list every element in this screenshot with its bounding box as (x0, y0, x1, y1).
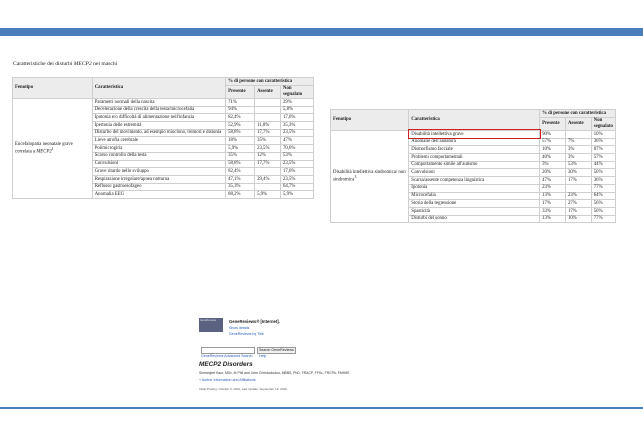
value-assente: 53% (565, 161, 591, 169)
phenotype-cell (331, 130, 409, 222)
value-assente: 35% (255, 137, 281, 145)
feature-name: Dismorfismo facciale (409, 146, 540, 154)
header-presente: Presente (540, 117, 566, 130)
phenotype-cell (13, 98, 93, 198)
value-presente: 18% (226, 137, 255, 145)
plus-icon: + (199, 378, 202, 382)
header-assente: Assente (255, 85, 281, 98)
feature-name: Lieve atrofia cerebrale (92, 137, 225, 145)
value-presente: 10% (540, 146, 566, 154)
value-assente (565, 184, 591, 192)
feature-name: Anomalie dell'andatura (409, 138, 540, 146)
value-assente: 23% (565, 192, 591, 200)
table-disabilita-intellettiva (330, 109, 616, 223)
value-presente: 90% (540, 130, 566, 138)
phenotype-gene: MECP2 (36, 149, 52, 155)
feature-name: Ipertonia delle estremità (92, 122, 225, 130)
value-non-segnalato: 23,5% (281, 129, 314, 137)
feature-name: Convulsioni (92, 160, 225, 168)
authors: Simranjeet Kaur, MSc, M Phil and John Christodoulou, MBBS, PhD, FRACP, FFSc, FRCPA, FAHMS (199, 371, 350, 375)
value-assente (255, 168, 281, 176)
value-non-segnalato: 87% (591, 146, 615, 154)
genereviews-by-title-link[interactable]: GeneReviews by Title (229, 332, 264, 336)
value-non-segnalato: 64% (591, 192, 615, 200)
value-presente: 35,3% (226, 183, 255, 191)
feature-name: Comportamento simile all'autismo (409, 161, 540, 169)
value-assente (255, 98, 281, 106)
value-presente: 3% (540, 161, 566, 169)
table-row (13, 98, 314, 106)
value-presente: 13% (540, 192, 566, 200)
header-presente: Presente (226, 85, 255, 98)
value-non-segnalato: 29% (281, 98, 314, 106)
feature-name: Scarso controllo della testa (92, 152, 225, 160)
genereviews-thumbnail: GeneReviews (199, 318, 223, 332)
value-non-segnalato: 57% (591, 154, 615, 162)
value-non-segnalato: 23,5% (281, 160, 314, 168)
value-non-segnalato: 50% (591, 169, 615, 177)
value-assente: 5,9% (255, 191, 281, 199)
feature-name: Convulsioni (409, 169, 540, 177)
value-presente: 20% (540, 169, 566, 177)
feature-name: Parametri normali della nascita (92, 98, 225, 106)
value-assente: 7% (565, 138, 591, 146)
value-presente: 47,1% (226, 175, 255, 183)
value-assente (255, 183, 281, 191)
bottom-blue-line (0, 407, 643, 409)
value-presente: 94% (226, 106, 255, 114)
value-presente: 57% (540, 138, 566, 146)
feature-name: Respirazione irregolare/apnea notturna (92, 175, 225, 183)
help-link[interactable]: Help (259, 354, 267, 358)
value-non-segnalato: 23,5% (281, 175, 314, 183)
value-non-segnalato: 36% (591, 138, 615, 146)
value-assente: 29,4% (255, 175, 281, 183)
value-presente: 40% (540, 154, 566, 162)
slide-title: Caratteristiche dei disturbi MECP2 nei maschi (13, 61, 118, 67)
posting-dates: Initial Posting: October 3, 2001; Last Update: September 19, 2019. (199, 387, 288, 391)
top-blue-band (0, 28, 643, 36)
feature-name: Storia della regressione (409, 200, 540, 208)
table-row (331, 130, 616, 138)
author-information-link[interactable]: + Author Information and Affiliations (199, 378, 256, 382)
value-presente: 58,8% (226, 129, 255, 137)
feature-name: Ipotonia e/o difficoltà di alimentazione nell'infanzia (92, 114, 225, 122)
header-caratteristica: Caratteristica (409, 110, 540, 131)
value-assente: 17,7% (255, 160, 281, 168)
value-assente: 10% (565, 215, 591, 223)
value-presente: 52,9% (226, 122, 255, 130)
header-fenotipo: Fenotipo (13, 78, 93, 99)
phenotype-text: Encefalopatia neonatale grave correlata a (15, 141, 73, 155)
show-details-link[interactable]: Show details (229, 326, 250, 330)
value-assente (255, 106, 281, 114)
feature-name: Ipotonia (409, 184, 540, 192)
value-non-segnalato: 70,6% (281, 145, 314, 153)
value-presente: 88,2% (226, 191, 255, 199)
value-assente: 3% (565, 154, 591, 162)
value-presente: 23% (540, 184, 566, 192)
phenotype-text: Disabilità intellettiva sindromica/ non sindromica (333, 169, 406, 183)
genereviews-title: GeneReviews® [Internet]. (229, 319, 280, 324)
value-assente: 12% (255, 152, 281, 160)
feature-name: Problemi comportamentali (409, 154, 540, 162)
value-assente: 17% (565, 177, 591, 185)
feature-name: Spasticità (409, 207, 540, 215)
value-presente: 33% (540, 207, 566, 215)
value-non-segnalato: 17,6% (281, 114, 314, 122)
value-non-segnalato: 77% (591, 184, 615, 192)
value-non-segnalato: 36% (591, 177, 615, 185)
value-non-segnalato: 77% (591, 215, 615, 223)
header-fenotipo: Fenotipo (331, 110, 409, 131)
value-non-segnalato: 64,7% (281, 183, 314, 191)
value-non-segnalato: 53% (281, 152, 314, 160)
phenotype-footnote: 1 (51, 146, 54, 152)
value-non-segnalato: 35,3% (281, 122, 314, 130)
value-presente: 13% (540, 215, 566, 223)
value-presente: 5,9% (226, 145, 255, 153)
book-title: MECP2 Disorders (199, 361, 253, 368)
value-presente: 82,4% (226, 114, 255, 122)
value-non-segnalato: 47% (281, 137, 314, 145)
genereviews-reference (199, 318, 350, 396)
feature-name: Disabilità intellettiva grave (409, 130, 540, 138)
value-presente: 71% (226, 98, 255, 106)
value-assente: 3% (565, 146, 591, 154)
feature-name: Scarsa/assente competenza linguistica (409, 177, 540, 185)
value-assente: 30% (565, 169, 591, 177)
header-non-segnalato: Non segnalato (281, 85, 314, 98)
value-presente: 17% (540, 200, 566, 208)
table-encefalopatia (12, 77, 314, 199)
value-presente: 35% (226, 152, 255, 160)
feature-name: Decelerazione della crescita della testa/microcefalia (92, 106, 225, 114)
header-percent: % di persone con caratteristica (540, 110, 616, 118)
value-presente: 82,4% (226, 168, 255, 176)
feature-name: Disturbo del movimento, ad esempio mioclono, tremori e distonia (92, 129, 225, 137)
genereviews-search-input[interactable] (201, 347, 255, 354)
value-presente: 47% (540, 177, 566, 185)
feature-name: Polimicrogiria (92, 145, 225, 153)
feature-name: Grave ritardo nello sviluppo (92, 168, 225, 176)
value-non-segnalato: 5,8% (281, 106, 314, 114)
value-assente: 23,5% (255, 145, 281, 153)
header-assente: Assente (565, 117, 591, 130)
value-non-segnalato: 10% (591, 130, 615, 138)
value-assente: 17% (565, 207, 591, 215)
phenotype-footnote: 3 (354, 174, 357, 180)
value-presente: 58,8% (226, 160, 255, 168)
value-non-segnalato: 50% (591, 207, 615, 215)
value-assente: 11,8% (255, 122, 281, 130)
value-non-segnalato: 44% (591, 161, 615, 169)
feature-name: Reflusso gastroesofageo (92, 183, 225, 191)
value-non-segnalato: 17,6% (281, 168, 314, 176)
search-genereviews-button[interactable]: Search GeneReviews (259, 348, 294, 352)
value-non-segnalato: 56% (591, 200, 615, 208)
header-non-segnalato: Non segnalato (591, 117, 615, 130)
value-assente (565, 130, 591, 138)
header-percent: % di persone con caratteristica (226, 78, 314, 86)
advanced-search-link[interactable]: GeneReviews Advanced Search (201, 354, 253, 358)
feature-name: Anomalia EEG (92, 191, 225, 199)
value-non-segnalato: 5,9% (281, 191, 314, 199)
feature-name: Microcefalia (409, 192, 540, 200)
value-assente: 27% (565, 200, 591, 208)
value-assente: 17,7% (255, 129, 281, 137)
feature-name: Disturbi del sonno (409, 215, 540, 223)
header-caratteristica: Caratteristica (92, 78, 225, 99)
value-assente (255, 114, 281, 122)
